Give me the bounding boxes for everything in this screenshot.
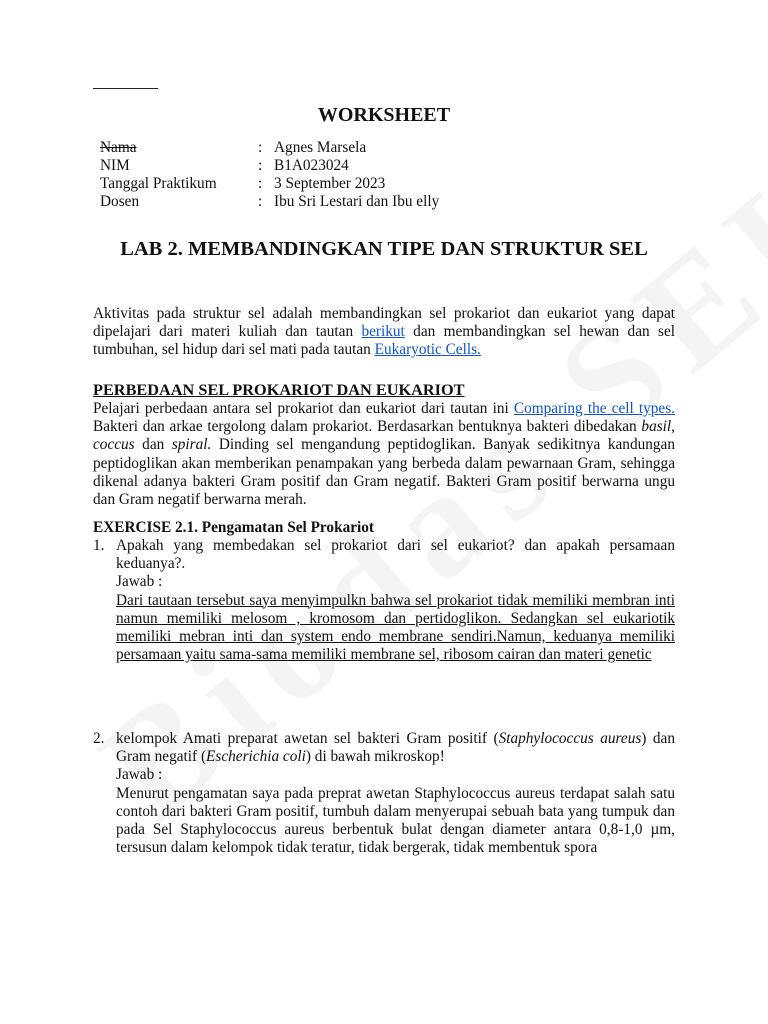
answer-text: Menurut pengamatan saya pada preprat awetan Staphylococcus aureus terdapat salah satu contoh dari bakteri Gram positif, tumbuh dalam menyerupai sebuah bata yang tumpuk dan pada Sel Staphylococcus aureus berbentuk bulat dengan diameter antara 0,8-1,0 µm, tersusun dalam kelompok tidak teratur, tidak bergerak, tidak membentuk spora bbox=[116, 784, 675, 857]
question-text-part: ) di bawah mikroskop! bbox=[305, 748, 445, 766]
worksheet-title: WORKSHEET bbox=[317, 104, 451, 126]
answer-text: Dari tautaan tersebut saya menyimpulkn bahwa sel prokariot tidak memiliki membran inti namun memiliki melosom , kromosom dan pertidoglikon. Sedangkan sel eukariotik memiliki mebran inti dan system endo membrane sendiri.Namun, keduanya memiliki persamaan yaitu sama-sama memiliki membrane sel, ribosom cairan dan materi genetic bbox=[116, 591, 675, 664]
section-text: dan bbox=[134, 436, 172, 454]
question-1 bbox=[93, 537, 675, 664]
lab-title: LAB 2. MEMBANDINGKAN TIPE DAN STRUKTUR SEL bbox=[120, 238, 648, 260]
question-number: 1. bbox=[93, 537, 105, 554]
question-content bbox=[116, 537, 675, 664]
question-content bbox=[116, 730, 675, 857]
info-label: Tanggal Praktikum bbox=[100, 175, 217, 192]
info-label: NIM bbox=[100, 157, 130, 174]
section-italic: basil, coccus bbox=[93, 418, 675, 454]
intro-text: dan membandingkan sel hewan dan sel tumbuhan, sel hidup dari sel mati pada tautan bbox=[93, 323, 675, 359]
berikut-link[interactable]: berikut bbox=[361, 323, 405, 341]
exercise-heading: EXERCISE 2.1. Pengamatan Sel Prokariot bbox=[93, 519, 375, 536]
question-text bbox=[116, 730, 675, 766]
info-value: Agnes Marsela bbox=[274, 139, 367, 156]
jawab-label: Jawab : bbox=[116, 573, 163, 591]
info-label: Nama bbox=[100, 139, 137, 156]
info-row-dosen bbox=[100, 193, 439, 211]
question-text-part: ) dan Gram negatif ( bbox=[116, 730, 675, 766]
info-label: Dosen bbox=[100, 193, 140, 210]
info-value: B1A023024 bbox=[274, 157, 349, 174]
species-name: Staphylococcus aureus bbox=[498, 730, 642, 747]
info-row-nim bbox=[100, 157, 439, 175]
section-text: Dinding sel mengandung peptidoglikan. Banyak sedikitnya kandungan peptidoglikan akan memberikan penampakan yang berbeda dalam pewarnaan Gram, sehingga dikenal adanya bakteri Gram positif dan Gram negatif. Bakteri Gram positif berwarna ungu dan Gram negatif berwarna merah. bbox=[93, 436, 675, 509]
student-info bbox=[100, 139, 439, 211]
species-name: Escherichia coli bbox=[206, 748, 306, 766]
section-text: Pelajari perbedaan antara sel prokariot dan eukariot dari tautan ini bbox=[93, 400, 514, 417]
section-text: Bakteri dan arkae tergolong dalam prokariot. Berdasarkan bentuknya bakteri dibedakan bbox=[93, 418, 642, 436]
info-colon: : bbox=[258, 175, 263, 192]
section-paragraph bbox=[93, 400, 675, 509]
info-colon: : bbox=[258, 193, 263, 210]
question-text-part: kelompok Amati preparat awetan sel bakteri Gram positif ( bbox=[116, 730, 499, 747]
question-number: 2. bbox=[93, 730, 105, 747]
question-text: Apakah yang membedakan sel prokariot dari sel eukariot? dan apakah persamaan keduanya?. bbox=[116, 537, 675, 573]
info-row-tanggal bbox=[100, 175, 439, 193]
jawab-label: Jawab : bbox=[116, 766, 163, 784]
section-heading: PERBEDAAN SEL PROKARIOT DAN EUKARIOT bbox=[93, 380, 465, 399]
question-2 bbox=[93, 730, 675, 857]
info-value: 3 September 2023 bbox=[274, 175, 386, 192]
intro-paragraph bbox=[93, 305, 675, 360]
section-italic: spiral. bbox=[171, 436, 212, 454]
eukaryotic-cells-link[interactable]: Eukaryotic Cells. bbox=[374, 341, 481, 359]
info-row-nama bbox=[100, 139, 439, 157]
intro-text: Aktivitas pada struktur sel adalah membandingkan sel prokariot dan eukariot yang dapat dipelajari dari materi kuliah dan tautan bbox=[93, 305, 675, 341]
info-colon: : bbox=[258, 157, 263, 174]
top-rule bbox=[93, 88, 158, 89]
info-colon: : bbox=[258, 139, 263, 156]
comparing-cell-types-link[interactable]: Comparing the cell types. bbox=[513, 400, 675, 417]
info-value: Ibu Sri Lestari dan Ibu elly bbox=[274, 193, 440, 210]
